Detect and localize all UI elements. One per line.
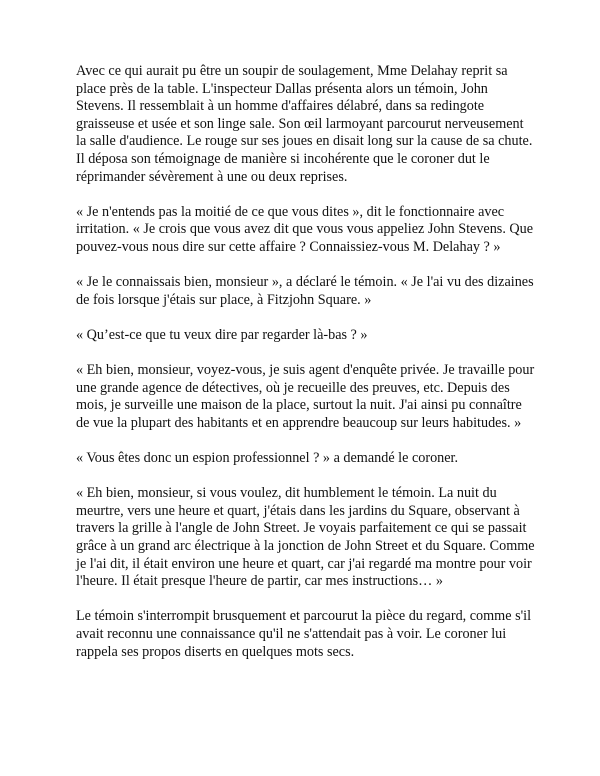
paragraph-2: « Je n'entends pas la moitié de ce que vous dites », dit le fonctionnaire avec irritation. « Je crois que vous avez dit que vous vous appeliez John Stevens. Que pouvez-vous nous dire sur cette affaire ? Connaissiez-vous M. Delahay ? » [76,203,534,255]
paragraph-4: « Qu’est-ce que tu veux dire par regarder là-bas ? » [76,326,368,343]
paragraph-3: « Je le connaissais bien, monsieur », a déclaré le témoin. « Je l'ai vu des dizaines de fois lorsque j'étais sur place, à Fitzjohn Square. » [76,274,534,308]
paragraph-5: « Eh bien, monsieur, voyez-vous, je suis agent d'enquête privée. Je travaille pour une grande agence de détectives, où je recueille des preuves, etc. Depuis des mois, je surveille une maison de la place, surtout la nuit. J'ai ainsi pu connaître de vue la plupart des habitants et en apprendre beaucoup sur leurs habitudes. » [76,362,535,431]
paragraph-1: Avec ce qui aurait pu être un soupir de soulagement, Mme Delahay reprit sa place près de la table. L'inspecteur Dallas présenta alors un témoin, John Stevens. Il ressemblait à un homme d'affaires délabré, dans sa redingote graisseuse et usée et son linge sale. Son œil larmoyant parcourut nerveusement la salle d'audience. Le rouge sur ses joues en disait long sur la cause de sa chute. Il déposa son témoignage de manière si incohérente que le coroner dut le réprimander sévèrement à une ou deux reprises. [76,63,533,185]
paragraph-8: Le témoin s'interrompit brusquement et parcourut la pièce du regard, comme s'il avait reconnu une connaissance qu'il ne s'attendait pas à voir. Le coroner lui rappela ses propos diserts en quelques mots secs. [76,608,532,660]
paragraph-6: « Vous êtes donc un espion professionnel ? » a demandé le coroner. [76,450,459,467]
document-body [76,63,536,679]
paragraph-7: « Eh bien, monsieur, si vous voulez, dit humblement le témoin. La nuit du meurtre, vers une heure et quart, j'étais dans les jardins du Square, observant à travers la grille à l'angle de John Street. Je voyais parfaitement ce qui se passait grâce à un grand arc électrique à la jonction de John Street et du Square. Comme je l'ai dit, il était environ une heure et quart, car j'ai regardé ma montre pour voir l'heure. Il était presque l'heure de partir, car mes instructions… » [76,485,535,590]
